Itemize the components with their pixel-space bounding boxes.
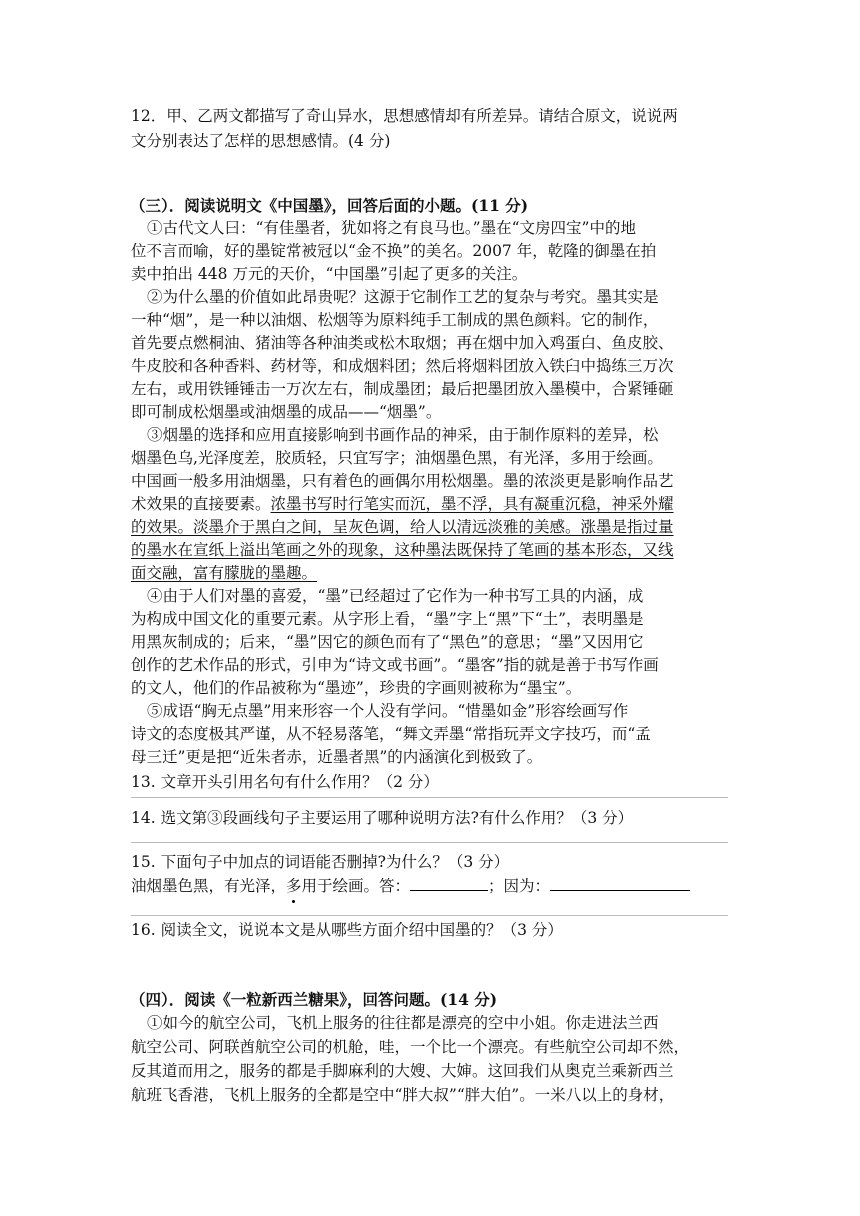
s3-p4-line-1: ④由于人们对墨的喜爱，“墨”已经超过了它作为一种书写工具的内涵，成 xyxy=(147,587,644,605)
q15-because-label: ；因为： xyxy=(488,877,551,895)
s3-p2-line-2: 一种“烟”，是一种以油烟、松烟等为原料纯手工制成的黑色颜料。它的制作， xyxy=(131,311,659,329)
s3-p4-line-5: 的文人，他们的作品被称为“墨迹”，珍贵的字画则被称为“墨宝”。 xyxy=(131,679,582,697)
s3-p2-line-4: 牛皮胶和各种香料、药材等，和成烟料团；然后将烟料团放入铁臼中捣练三万次 xyxy=(131,357,674,375)
s3-p3-line-1: ③烟墨的选择和应用直接影响到书画作品的神采，由于制作原料的差异，松 xyxy=(147,426,659,444)
question-13: 13. 文章开头引用名句有什么作用？（2 分） xyxy=(131,773,439,791)
s3-p2-line-1: ②为什么墨的价值如此昂贵呢？这源于它制作工艺的复杂与考究。墨其实是 xyxy=(147,288,659,306)
question-15: 15. 下面句子中加点的词语能否删掉?为什么？（3 分） xyxy=(131,853,510,871)
s3-p1-line-3: 卖中拍出 448 万元的天价，“中国墨”引起了更多的关注。 xyxy=(131,265,528,283)
underlined-sentence-line-4: 面交融，富有朦胧的墨趣。 xyxy=(131,564,318,582)
s3-p4-line-2: 为构成中国文化的重要元素。从字形上看，“墨”字上“黑”下“土”，表明墨是 xyxy=(131,610,644,628)
s3-p5-line-2: 诗文的态度极其严谨，从不轻易落笔，“舞文弄墨“常指玩弄文字技巧，而“孟 xyxy=(131,725,651,743)
underlined-sentence-start: 浓墨书写时行笔实而沉，墨不浮，具有凝重沉稳，神采外耀 xyxy=(270,495,674,513)
s3-p4-line-4: 创作的艺术作品的形式，引申为“诗文或书画”。“墨客”指的就是善于书写作画 xyxy=(131,656,659,674)
s3-p2-line-5: 左右，或用铁锤锤击一万次左右，制成墨团；最后把墨团放入墨模中，合紧锤砸 xyxy=(131,380,674,398)
section-4-heading: （四）．阅读《一粒新西兰糖果》，回答问题。(14 分) xyxy=(130,990,498,1009)
s3-p5-line-3: 母三迁”更是把“近朱者赤，近墨者黑”的内涵演化到极致了。 xyxy=(131,748,543,766)
question-16: 16. 阅读全文，说说本文是从哪些方面介绍中国墨的？（3 分） xyxy=(131,921,563,939)
s4-p1-line-4: 航班飞香港，飞机上服务的全都是空中“胖大叔”“胖大伯”。一米八以上的身材， xyxy=(131,1086,675,1104)
question-12-line-2: 文分别表达了怎样的思想感情。(4 分) xyxy=(131,132,391,150)
s4-p1-line-3: 反其道而用之，服务的都是手脚麻利的大嫂、大婶。这回我们从奥克兰乘新西兰 xyxy=(131,1062,674,1080)
answer-line-15 xyxy=(131,915,728,916)
answer-blank-2[interactable] xyxy=(550,873,690,891)
underlined-sentence-line-2: 的效果。淡墨介于黑白之间，呈灰色调，给人以清远淡雅的美感。涨墨是指过量 xyxy=(131,518,674,536)
q15-sentence-part-b: 用于绘画。答： xyxy=(301,877,411,895)
section-3-heading: （三）．阅读说明文《中国墨》，回答后面的小题。(11 分) xyxy=(130,196,529,215)
s3-p2-line-3: 首先要点燃桐油、猪油等各种油类或松木取烟；再在烟中加入鸡蛋白、鱼皮胶、 xyxy=(131,334,674,352)
s3-p5-line-1: ⑤成语“胸无点墨”用来形容一个人没有学问。“惜墨如金”形容绘画写作 xyxy=(147,702,629,720)
s4-p1-line-1: ①如今的航空公司，飞机上服务的往往都是漂亮的空中小姐。你走进法兰西 xyxy=(147,1014,659,1032)
question-12-line-1: 12．甲、乙两文都描写了奇山异水，思想感情却有所差异。请结合原文，说说两 xyxy=(131,107,678,125)
s4-p1-line-2: 航空公司、阿联酋航空公司的机舱，哇，一个比一个漂亮。有些航空公司却不然， xyxy=(131,1038,690,1056)
answer-line-14 xyxy=(131,842,728,843)
question-15-sentence xyxy=(131,873,731,899)
s3-p4-line-3: 用黑灰制成的；后来，“墨”因它的颜色而有了“黑色”的意思；“墨”又因用它 xyxy=(131,633,644,651)
answer-blank-1[interactable] xyxy=(410,873,488,891)
question-14: 14. 选文第③段画线句子主要运用了哪种说明方法?有什么作用？（3 分） xyxy=(131,809,634,827)
underlined-sentence-line-3: 的墨水在宣纸上溢出笔画之外的现象，这种墨法既保持了笔画的基本形态，又线 xyxy=(131,541,674,559)
answer-line-13 xyxy=(131,797,728,798)
s3-p3-line-4 xyxy=(131,492,731,517)
s3-p3-line-2: 烟墨色乌,光泽度差，胶质轻，只宜写字；油烟墨色黑，有光泽，多用于绘画。 xyxy=(131,449,663,467)
s3-p3-line-3: 中国画一般多用油烟墨，只有着色的画偶尔用松烟墨。墨的浓淡更是影响作品艺 xyxy=(131,472,674,490)
q15-sentence-part-a: 油烟墨色黑，有光泽， xyxy=(131,877,287,895)
s3-p1-line-2: 位不言而喻，好的墨锭常被冠以“金不换”的美名。2007 年，乾隆的御墨在拍 xyxy=(131,242,657,260)
s3-p3-line-4-plain: 术效果的直接要素。 xyxy=(131,495,271,513)
emphasis-dotted-word: 多 xyxy=(286,874,302,899)
s3-p2-line-6: 即可制成松烟墨或油烟墨的成品——“烟墨”。 xyxy=(131,403,442,421)
s3-p1-line-1: ①古代文人曰：“有佳墨者，犹如将之有良马也。”墨在“文房四宝”中的地 xyxy=(147,219,636,237)
